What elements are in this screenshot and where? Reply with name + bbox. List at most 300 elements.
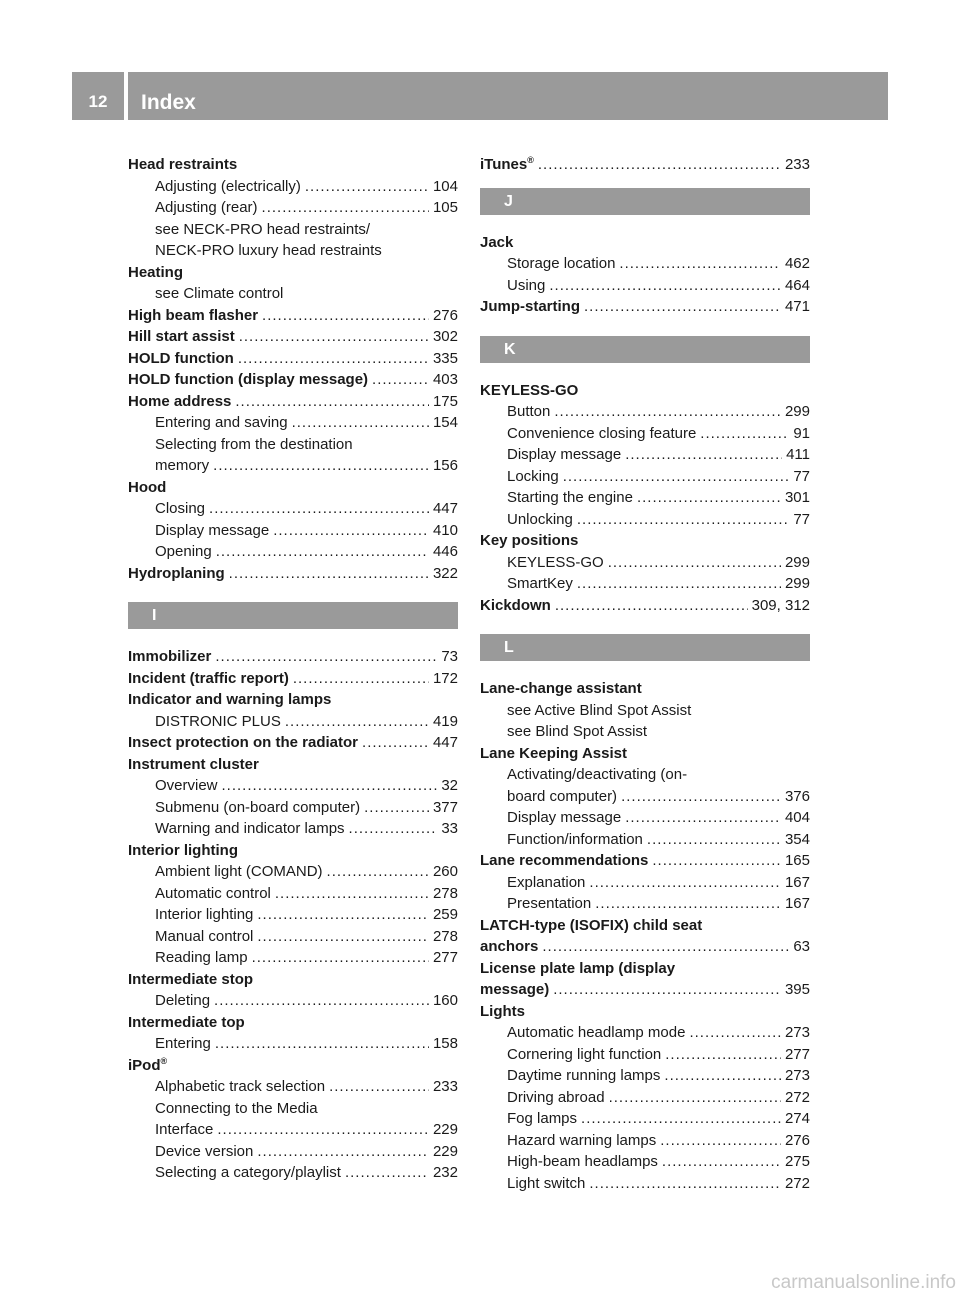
- entry-label-text: Presentation: [507, 895, 592, 912]
- page-reference: 273: [784, 1024, 810, 1041]
- entry-label-text: Entering and saving: [155, 414, 288, 431]
- index-subentry: [128, 711, 458, 733]
- entry-label: [480, 296, 580, 318]
- page-reference: 462: [784, 255, 810, 272]
- dot-leader: [662, 1151, 781, 1173]
- entry-label-text: Incident (traffic report): [128, 669, 289, 687]
- registered-mark: ®: [527, 155, 534, 165]
- entry-label-text: Fog lamps: [507, 1110, 578, 1127]
- page-reference: 104: [432, 177, 458, 195]
- dot-leader: [364, 797, 429, 819]
- index-subentry: [480, 1087, 810, 1109]
- entry-label-text: Lights: [480, 1002, 525, 1020]
- entry-label-text: message): [480, 981, 550, 998]
- entry-label-text: see NECK-PRO head restraints/: [155, 220, 371, 238]
- dot-leader: [305, 176, 429, 198]
- dot-leader: [214, 990, 429, 1012]
- entry-label: [480, 745, 627, 762]
- entry-label: [480, 382, 578, 399]
- entry-label-text: Deleting: [155, 992, 211, 1009]
- page-reference: 272: [784, 1174, 810, 1192]
- entry-label-text: Activating/deactivating (on-: [507, 766, 688, 783]
- entry-label: [507, 573, 573, 595]
- index-entry: [480, 595, 810, 617]
- page-reference: 301: [784, 489, 810, 506]
- entry-label-text: Instrument cluster: [128, 755, 259, 773]
- page-reference: 447: [432, 734, 458, 751]
- index-subentry: [480, 721, 810, 743]
- page-reference: 33: [441, 820, 458, 837]
- entry-label-text: Overview: [155, 777, 218, 794]
- page-number: 12: [88, 92, 108, 111]
- index-subentry: [480, 872, 810, 894]
- index-subentry: [480, 829, 810, 851]
- index-subentry: [480, 1065, 810, 1087]
- entry-label: [507, 1065, 660, 1087]
- index-subentry: [480, 700, 810, 722]
- entry-label-text: Display message: [155, 521, 270, 539]
- entry-label: [155, 775, 218, 797]
- entry-label: [155, 221, 370, 238]
- index-entry: [480, 380, 810, 402]
- entry-label: [128, 1014, 245, 1031]
- index-entry: [480, 530, 810, 552]
- entry-label-text: KEYLESS-GO: [480, 381, 579, 399]
- index-subentry: [128, 412, 458, 434]
- dot-leader: [555, 595, 748, 617]
- dot-leader: [621, 786, 781, 808]
- dot-leader: [216, 541, 429, 563]
- entry-label-text: Hood: [128, 478, 167, 496]
- index-subentry: [128, 990, 458, 1012]
- dot-leader: [345, 1162, 429, 1184]
- entry-label-text: Intermediate stop: [128, 970, 254, 988]
- entry-label-text: HOLD function (display message): [128, 371, 369, 388]
- dot-leader: [222, 775, 438, 797]
- entry-label-text: DISTRONIC PLUS: [155, 712, 281, 730]
- page-reference: 446: [432, 543, 458, 560]
- index-subentry: [128, 176, 458, 198]
- index-entry: [128, 477, 458, 499]
- entry-label-text: Interior lighting: [128, 841, 238, 859]
- entry-label: [155, 1162, 341, 1184]
- entry-label: [128, 668, 289, 690]
- index-subentry: [480, 444, 810, 466]
- dot-leader: [563, 466, 790, 488]
- index-entry: [128, 369, 458, 391]
- page-reference: 63: [793, 938, 810, 955]
- entry-label: [480, 680, 642, 697]
- entry-label-text: Storage location: [507, 255, 616, 272]
- entry-label-text: memory: [155, 457, 210, 474]
- entry-label-text: SmartKey: [507, 575, 573, 592]
- entry-label-text: board computer): [507, 787, 618, 805]
- index-entry: [128, 840, 458, 862]
- entry-label: [507, 1087, 605, 1109]
- entry-label-text: Light switch: [507, 1174, 586, 1192]
- dot-leader: [553, 979, 781, 1001]
- entry-label: [507, 872, 585, 894]
- index-subentry: [480, 466, 810, 488]
- entry-label-text: Button: [507, 403, 551, 420]
- page-reference: 229: [432, 1142, 458, 1160]
- page-reference: 156: [432, 457, 458, 474]
- index-subentry: [480, 1151, 810, 1173]
- dot-leader: [239, 326, 429, 348]
- entry-label-text: anchors: [480, 938, 539, 955]
- index-entry: [128, 348, 458, 370]
- entry-label: [128, 732, 358, 754]
- entry-label-text: Lane-change assistant: [480, 680, 642, 697]
- entry-label: [507, 1108, 577, 1130]
- entry-label: [155, 1033, 211, 1055]
- index-subentry: [128, 283, 458, 305]
- entry-label: [128, 326, 235, 348]
- page-reference: 167: [784, 895, 810, 912]
- entry-label: [128, 1057, 167, 1074]
- page-reference: 404: [784, 809, 810, 826]
- entry-label-text: Opening: [155, 543, 212, 560]
- entry-label: [507, 1151, 658, 1173]
- entry-label-text: Device version: [155, 1142, 254, 1160]
- index-entry: [480, 296, 810, 318]
- index-subentry: [128, 904, 458, 926]
- dot-leader: [581, 1108, 781, 1130]
- dot-leader: [538, 154, 781, 176]
- page-reference: 229: [432, 1121, 458, 1138]
- index-subentry: [480, 253, 810, 275]
- dot-leader: [700, 423, 789, 445]
- page-reference: 471: [784, 298, 810, 315]
- entry-label: [128, 691, 331, 708]
- entry-label: [507, 807, 621, 829]
- dot-leader: [577, 573, 781, 595]
- entry-label: [155, 947, 248, 969]
- index-entry: [128, 646, 458, 668]
- entry-label: [507, 829, 643, 851]
- dot-leader: [554, 401, 781, 423]
- entry-label: [128, 646, 211, 668]
- page-reference: 167: [784, 873, 810, 891]
- index-entry: [128, 1055, 458, 1077]
- entry-label-text: Hill start assist: [128, 328, 235, 345]
- dot-leader: [327, 861, 429, 883]
- entry-label-text: HOLD function: [128, 349, 234, 367]
- page-reference: 172: [432, 669, 458, 687]
- index-subentry: [128, 1119, 458, 1141]
- index-entry: [128, 563, 458, 585]
- index-entry: [128, 154, 458, 176]
- index-subentry: [480, 1044, 810, 1066]
- index-subentry: [128, 883, 458, 905]
- page-reference: 447: [432, 500, 458, 517]
- index-entry: [128, 754, 458, 776]
- page-reference: 274: [784, 1110, 810, 1127]
- index-subentry: [128, 926, 458, 948]
- entry-label-text: High beam flasher: [128, 306, 259, 324]
- entry-label: [480, 960, 675, 977]
- entry-label-text: Manual control: [155, 927, 254, 945]
- entry-label-text: LATCH-type (ISOFIX) child seat: [480, 916, 703, 934]
- letter-section-header: I: [128, 602, 458, 629]
- dot-leader: [235, 391, 429, 413]
- index-entry: [128, 732, 458, 754]
- index-subentry: [128, 520, 458, 542]
- entry-label: [480, 595, 551, 617]
- page-reference: 276: [784, 1131, 810, 1149]
- index-entry: [128, 668, 458, 690]
- entry-label-text: iPod: [128, 1056, 161, 1074]
- entry-label-text: Starting the engine: [507, 489, 633, 506]
- dot-leader: [609, 1087, 781, 1109]
- index-subentry: [128, 219, 458, 241]
- entry-label: [480, 917, 702, 934]
- page-reference: 276: [432, 306, 458, 324]
- entry-label-text: High-beam headlamps: [507, 1153, 658, 1170]
- dot-leader: [664, 1065, 781, 1087]
- dot-leader: [217, 1119, 429, 1141]
- entry-label: [507, 723, 647, 740]
- entry-label-text: Selecting from the destination: [155, 435, 353, 453]
- page-reference: 299: [784, 403, 810, 420]
- page-reference: 302: [432, 328, 458, 345]
- dot-leader: [652, 850, 781, 872]
- entry-label-text: see Blind Spot Assist: [507, 723, 648, 740]
- entry-label-text: Entering: [155, 1035, 211, 1052]
- entry-label: [507, 275, 545, 297]
- index-entry: [128, 1012, 458, 1034]
- dot-leader: [660, 1130, 781, 1152]
- index-subentry: [128, 1076, 458, 1098]
- page-reference: 299: [784, 575, 810, 592]
- page-reference: 154: [432, 414, 458, 431]
- page-reference: 419: [432, 712, 458, 730]
- entry-label-text: Unlocking: [507, 510, 573, 528]
- dot-leader: [285, 711, 429, 733]
- page-reference: 395: [784, 981, 810, 998]
- dot-leader: [329, 1076, 429, 1098]
- entry-label: [480, 850, 648, 872]
- dot-leader: [213, 455, 429, 477]
- page-reference: 322: [432, 564, 458, 582]
- entry-label-text: see Active Blind Spot Assist: [507, 701, 692, 719]
- page-reference: 272: [784, 1088, 810, 1106]
- entry-label-text: Warning and indicator lamps: [155, 820, 345, 837]
- entry-label-text: Submenu (on-board computer): [155, 798, 361, 816]
- index-subentry: [128, 434, 458, 456]
- entry-label: [128, 369, 368, 391]
- dot-leader: [665, 1044, 781, 1066]
- dot-leader: [209, 498, 429, 520]
- entry-label: [155, 926, 253, 948]
- entry-label-text: see Climate control: [155, 285, 284, 302]
- index-entry: [480, 915, 810, 937]
- dot-leader: [589, 872, 781, 894]
- entry-label: [507, 1022, 685, 1044]
- entry-label-text: Key positions: [480, 532, 579, 549]
- entry-label-text: Jump-starting: [480, 298, 581, 315]
- entry-label: [507, 466, 559, 488]
- index-entry: [128, 391, 458, 413]
- dot-leader: [275, 883, 429, 905]
- page-reference: 377: [432, 798, 458, 816]
- page-reference: 403: [432, 371, 458, 388]
- page-reference: 335: [432, 349, 458, 367]
- index-entry: [480, 936, 810, 958]
- index-subentry: [480, 1108, 810, 1130]
- index-subentry: [480, 764, 810, 786]
- index-entry: [480, 678, 810, 700]
- dot-leader: [625, 807, 781, 829]
- entry-label-text: Immobilizer: [128, 648, 212, 665]
- index-entry: [128, 326, 458, 348]
- index-subentry: [480, 275, 810, 297]
- entry-label: [507, 702, 691, 719]
- entry-label-text: Indicator and warning lamps: [128, 691, 332, 708]
- index-subentry: [480, 807, 810, 829]
- entry-label: [155, 436, 353, 453]
- index-subentry: [480, 1130, 810, 1152]
- entry-label: [155, 176, 301, 198]
- entry-label: [480, 532, 578, 549]
- entry-label: [155, 412, 288, 434]
- entry-label: [155, 797, 360, 819]
- header-divider: [124, 72, 128, 120]
- index-subentry: [480, 552, 810, 574]
- index-subentry: [128, 861, 458, 883]
- entry-label-text: NECK-PRO luxury head restraints: [155, 242, 382, 259]
- index-entry: [480, 743, 810, 765]
- index-entry: [128, 305, 458, 327]
- index-subentry: [480, 1173, 810, 1195]
- entry-label-text: Lane recommendations: [480, 852, 649, 869]
- entry-label: [155, 541, 212, 563]
- page-reference: 309, 312: [751, 596, 810, 614]
- entry-label-text: Lane Keeping Assist: [480, 744, 627, 762]
- index-entry: [128, 689, 458, 711]
- entry-label: [480, 234, 513, 251]
- dot-leader: [595, 893, 781, 915]
- entry-label: [155, 242, 382, 259]
- entry-label: [155, 520, 269, 542]
- entry-label: [507, 1173, 585, 1195]
- page-reference: 91: [793, 424, 810, 442]
- index-subentry: [128, 818, 458, 840]
- dot-leader: [215, 1033, 429, 1055]
- entry-label-text: Head restraints: [128, 156, 238, 173]
- dot-leader: [637, 487, 781, 509]
- page-reference: 275: [784, 1153, 810, 1170]
- index-entry: [128, 262, 458, 284]
- watermark: carmanualsonline.info: [771, 1272, 956, 1293]
- entry-label-text: Selecting a category/playlist: [155, 1164, 341, 1181]
- dot-leader: [238, 348, 429, 370]
- page-reference: 299: [784, 553, 810, 571]
- entry-label: [128, 479, 166, 496]
- entry-label: [155, 883, 271, 905]
- entry-label: [128, 156, 237, 173]
- entry-label-text: Automatic control: [155, 884, 271, 902]
- index-subentry: [480, 893, 810, 915]
- entry-label: [155, 1100, 318, 1117]
- page-reference: 73: [441, 648, 458, 665]
- entry-label-text: Hydroplaning: [128, 564, 225, 582]
- entry-label-text: Reading lamp: [155, 949, 248, 966]
- page-reference: 376: [784, 787, 810, 805]
- entry-label: [507, 401, 550, 423]
- entry-label: [155, 1076, 325, 1098]
- entry-label: [155, 285, 283, 302]
- index-subentry: [128, 455, 458, 477]
- entry-label-text: Adjusting (electrically): [155, 177, 301, 195]
- dot-leader: [625, 444, 782, 466]
- dot-leader: [292, 412, 429, 434]
- page-reference: 277: [432, 949, 458, 966]
- dot-leader: [262, 305, 429, 327]
- page-reference: 259: [432, 906, 458, 923]
- index-entry: [128, 969, 458, 991]
- dot-leader: [257, 904, 429, 926]
- entry-label-text: Using: [507, 276, 546, 294]
- page-reference: 233: [784, 156, 810, 173]
- index-subentry: [128, 1033, 458, 1055]
- index-subentry: [480, 786, 810, 808]
- entry-label: [155, 711, 281, 733]
- entry-label: [155, 197, 258, 219]
- entry-label-text: Automatic headlamp mode: [507, 1024, 686, 1041]
- index-entry: [480, 154, 810, 176]
- dot-leader: [262, 197, 429, 219]
- dot-leader: [608, 552, 781, 574]
- entry-label: [155, 498, 205, 520]
- dot-leader: [689, 1022, 781, 1044]
- index-column-right: [480, 154, 810, 1194]
- entry-label-text: KEYLESS-GO: [507, 553, 604, 571]
- entry-label: [507, 786, 617, 808]
- page-reference: 260: [432, 863, 458, 880]
- dot-leader: [619, 253, 781, 275]
- entry-label: [155, 455, 209, 477]
- entry-label: [128, 563, 225, 585]
- entry-label: [507, 509, 573, 531]
- index-subentry: [480, 573, 810, 595]
- entry-label: [128, 305, 258, 327]
- entry-label-text: iTunes: [480, 156, 528, 173]
- entry-label: [507, 766, 687, 783]
- page-reference: 278: [432, 884, 458, 902]
- dot-leader: [589, 1173, 781, 1195]
- entry-label: [507, 444, 621, 466]
- dot-leader: [293, 668, 429, 690]
- page-reference: 277: [784, 1045, 810, 1063]
- entry-label: [507, 423, 696, 445]
- page-reference: 411: [786, 446, 810, 463]
- page-reference: 354: [784, 830, 810, 848]
- index-entry: [480, 979, 810, 1001]
- section-title: Index: [141, 91, 196, 114]
- index-subentry: [128, 947, 458, 969]
- page-reference: 77: [793, 467, 810, 485]
- entry-label-text: Interface: [155, 1121, 214, 1138]
- page-reference: 278: [432, 927, 458, 945]
- entry-label: [480, 979, 549, 1001]
- entry-label: [128, 391, 231, 413]
- dot-leader: [584, 296, 781, 318]
- entry-label-text: Intermediate top: [128, 1013, 245, 1031]
- entry-label: [128, 842, 238, 859]
- page-reference: 233: [432, 1078, 458, 1095]
- letter-section-header: L: [480, 634, 810, 661]
